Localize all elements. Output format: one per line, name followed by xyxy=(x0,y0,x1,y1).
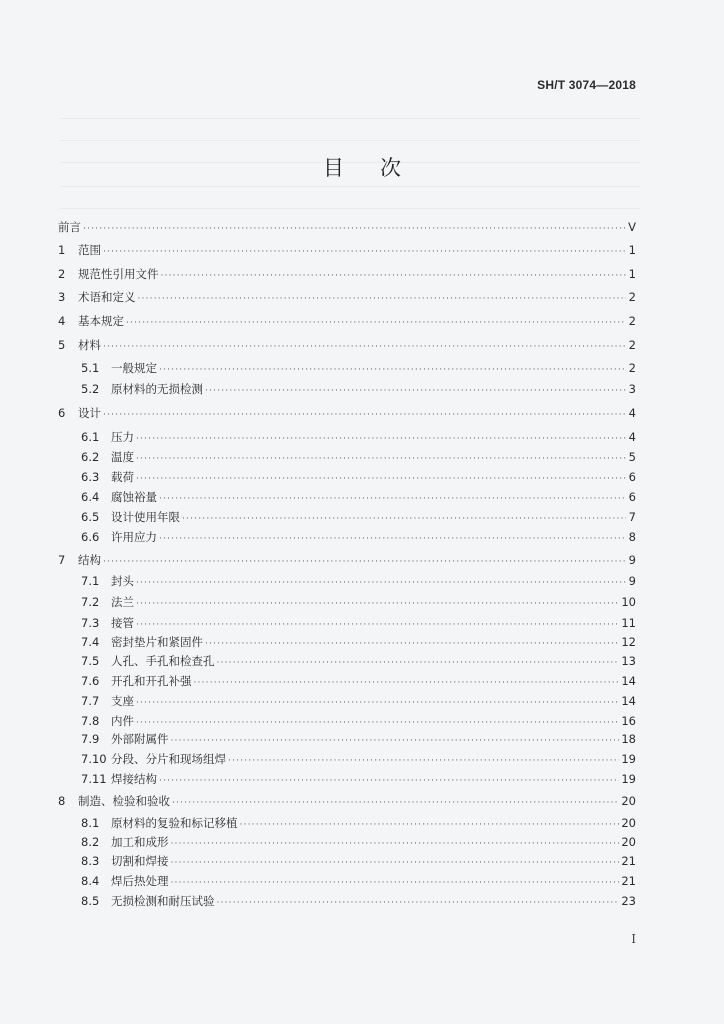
toc-entry-page: 1 xyxy=(628,267,636,281)
toc-entry[interactable] xyxy=(81,714,636,728)
toc-entry-page: 20 xyxy=(621,794,636,808)
toc-entry-page: 20 xyxy=(621,835,636,849)
toc-entry-label: 制造、检验和验收 xyxy=(78,794,170,808)
page-title: 目次 xyxy=(323,156,437,180)
toc-leader-dots xyxy=(136,597,619,611)
toc-leader-dots xyxy=(83,222,626,236)
toc-entry-page: 21 xyxy=(621,854,636,868)
toc-leader-dots xyxy=(217,896,620,910)
toc-entry[interactable] xyxy=(58,243,636,257)
toc-leader-dots xyxy=(103,245,626,259)
toc-entry-label: 切割和焊接 xyxy=(111,854,169,868)
toc-entry-label: 载荷 xyxy=(111,470,134,484)
toc-entry-label: 许用应力 xyxy=(111,530,157,544)
toc-entry-label: 接管 xyxy=(111,616,134,630)
toc-entry-page: 5 xyxy=(628,450,636,464)
toc-entry-page: 6 xyxy=(628,470,636,484)
standard-code: SH/T 3074—2018 xyxy=(537,78,636,92)
toc-entry-page: 2 xyxy=(628,338,636,352)
toc-leader-dots xyxy=(161,269,627,283)
toc-entry[interactable] xyxy=(81,635,636,649)
toc-leader-dots xyxy=(136,472,626,486)
toc-entry[interactable] xyxy=(81,574,636,588)
toc-entry-page: 2 xyxy=(628,290,636,304)
toc-entry[interactable] xyxy=(81,694,636,708)
toc-entry-label: 规范性引用文件 xyxy=(78,267,159,281)
toc-entry[interactable] xyxy=(81,530,636,544)
toc-entry-number: 7.11 xyxy=(81,772,107,786)
toc-leader-dots xyxy=(159,532,626,546)
toc-leader-dots xyxy=(159,774,619,788)
toc-entry-label: 设计 xyxy=(78,406,101,420)
toc-entry-number: 7 xyxy=(58,553,66,567)
toc-entry-number: 1 xyxy=(58,243,66,257)
toc-entry-number: 7.8 xyxy=(81,714,100,728)
toc-entry[interactable] xyxy=(58,794,636,808)
toc-entry[interactable] xyxy=(58,553,636,567)
toc-leader-dots xyxy=(159,492,626,506)
toc-leader-dots xyxy=(171,876,620,890)
toc-entry-number: 5.2 xyxy=(81,382,100,396)
toc-entry-number: 3 xyxy=(58,290,66,304)
toc-entry-label: 法兰 xyxy=(111,595,134,609)
toc-entry-page: 2 xyxy=(628,314,636,328)
toc-entry[interactable] xyxy=(81,674,636,688)
toc-entry[interactable] xyxy=(81,835,636,849)
toc-entry-number: 7.10 xyxy=(81,752,107,766)
toc-entry-page: 18 xyxy=(621,732,636,746)
toc-leader-dots xyxy=(136,716,619,730)
toc-entry-number: 8 xyxy=(58,794,66,808)
toc-entry-page: 1 xyxy=(628,243,636,257)
toc-entry-number: 8.4 xyxy=(81,874,100,888)
toc-entry[interactable] xyxy=(81,382,636,396)
toc-entry-number: 5 xyxy=(58,338,66,352)
toc-entry-number: 4 xyxy=(58,314,66,328)
toc-entry-page: 9 xyxy=(628,553,636,567)
toc-entry-label: 一般规定 xyxy=(111,361,157,375)
toc-entry-label: 封头 xyxy=(111,574,134,588)
toc-entry-number: 7.3 xyxy=(81,616,100,630)
toc-entry-label: 术语和定义 xyxy=(78,290,136,304)
toc-entry[interactable] xyxy=(81,616,636,630)
toc-entry-label: 设计使用年限 xyxy=(111,510,180,524)
toc-entry[interactable] xyxy=(81,490,636,504)
toc-entry-page: 21 xyxy=(621,874,636,888)
toc-leader-dots xyxy=(159,363,626,377)
toc-entry[interactable] xyxy=(81,595,636,609)
toc-entry[interactable] xyxy=(81,654,636,668)
toc-leader-dots xyxy=(136,696,619,710)
toc-entry[interactable] xyxy=(81,772,636,786)
toc-leader-dots xyxy=(240,818,620,832)
toc-leader-dots xyxy=(138,292,627,306)
toc-entry-number: 6 xyxy=(58,406,66,420)
toc-entry-number: 7.7 xyxy=(81,694,100,708)
toc-entry[interactable] xyxy=(81,894,636,908)
toc-entry-page: 10 xyxy=(621,595,636,609)
toc-entry[interactable] xyxy=(58,314,636,328)
toc-leader-dots xyxy=(136,576,626,590)
toc-leader-dots xyxy=(182,512,626,526)
toc-leader-dots xyxy=(136,452,626,466)
toc-entry[interactable] xyxy=(81,450,636,464)
toc-entry-page: 13 xyxy=(621,654,636,668)
toc-entry-label: 加工和成形 xyxy=(111,835,169,849)
toc-entry-number: 6.2 xyxy=(81,450,100,464)
toc-entry-number: 5.1 xyxy=(81,361,100,375)
toc-entry[interactable] xyxy=(58,220,636,234)
page-number: I xyxy=(631,932,636,946)
toc-leader-dots xyxy=(103,340,626,354)
toc-entry[interactable] xyxy=(81,874,636,888)
toc-entry-page: 14 xyxy=(621,694,636,708)
toc-entry-number: 7.1 xyxy=(81,574,100,588)
toc-entry-page: V xyxy=(628,220,636,234)
toc-entry-number: 7.2 xyxy=(81,595,100,609)
toc-entry-page: 14 xyxy=(621,674,636,688)
toc-entry-page: 20 xyxy=(621,816,636,830)
toc-leader-dots xyxy=(136,432,626,446)
toc-entry[interactable] xyxy=(81,470,636,484)
toc-entry-label: 分段、分片和现场组焊 xyxy=(111,752,226,766)
toc-entry-number: 7.4 xyxy=(81,635,100,649)
toc-leader-dots xyxy=(136,618,619,632)
toc-entry-label: 人孔、手孔和检查孔 xyxy=(111,654,215,668)
toc-entry-number: 8.5 xyxy=(81,894,100,908)
toc-entry-label: 原材料的复验和标记移植 xyxy=(111,816,238,830)
toc-leader-dots xyxy=(205,637,619,651)
toc-leader-dots xyxy=(171,837,620,851)
toc-leader-dots xyxy=(126,316,626,330)
toc-entry-label: 支座 xyxy=(111,694,134,708)
toc-entry[interactable] xyxy=(58,290,636,304)
toc-entry-number: 7.6 xyxy=(81,674,100,688)
toc-entry-label: 结构 xyxy=(78,553,101,567)
toc-entry-number: 7.9 xyxy=(81,732,100,746)
toc-entry-label: 焊接结构 xyxy=(111,772,157,786)
toc-entry-page: 6 xyxy=(628,490,636,504)
toc-entry-label: 无损检测和耐压试验 xyxy=(111,894,215,908)
toc-entry-label: 内件 xyxy=(111,714,134,728)
toc-entry-number: 6.4 xyxy=(81,490,100,504)
toc-entry[interactable] xyxy=(81,430,636,444)
toc-entry[interactable] xyxy=(58,267,636,281)
toc-entry-page: 9 xyxy=(628,574,636,588)
toc-entry-page: 4 xyxy=(628,406,636,420)
toc-entry-page: 12 xyxy=(621,635,636,649)
toc-leader-dots xyxy=(103,408,626,422)
toc-entry[interactable] xyxy=(81,510,636,524)
toc-entry[interactable] xyxy=(81,854,636,868)
toc-leader-dots xyxy=(194,676,620,690)
toc-entry-label: 开孔和开孔补强 xyxy=(111,674,192,688)
toc-entry-number: 6.6 xyxy=(81,530,100,544)
toc-entry-label: 焊后热处理 xyxy=(111,874,169,888)
toc-entry-page: 8 xyxy=(628,530,636,544)
toc-entry-label: 前言 xyxy=(58,220,81,234)
toc-entry[interactable] xyxy=(81,816,636,830)
toc-entry-number: 8.3 xyxy=(81,854,100,868)
toc-leader-dots xyxy=(205,384,626,398)
toc-entry-number: 6.1 xyxy=(81,430,100,444)
toc-entry[interactable] xyxy=(58,406,636,420)
toc-entry-page: 2 xyxy=(628,361,636,375)
toc-entry[interactable] xyxy=(81,361,636,375)
toc-leader-dots xyxy=(228,754,619,768)
toc-entry-page: 4 xyxy=(628,430,636,444)
toc-leader-dots xyxy=(172,796,619,810)
toc-entry-label: 基本规定 xyxy=(78,314,124,328)
toc-entry[interactable] xyxy=(81,752,636,766)
toc-entry-number: 6.5 xyxy=(81,510,100,524)
toc-entry-page: 16 xyxy=(621,714,636,728)
toc-entry-label: 压力 xyxy=(111,430,134,444)
toc-entry[interactable] xyxy=(58,338,636,352)
toc-leader-dots xyxy=(103,555,626,569)
toc-entry-page: 7 xyxy=(628,510,636,524)
toc-leader-dots xyxy=(171,856,620,870)
toc-entry-label: 密封垫片和紧固件 xyxy=(111,635,203,649)
toc-entry-label: 材料 xyxy=(78,338,101,352)
toc-entry-number: 8.1 xyxy=(81,816,100,830)
toc-entry-page: 3 xyxy=(628,382,636,396)
toc-entry-page: 19 xyxy=(621,772,636,786)
toc-entry-label: 原材料的无损检测 xyxy=(111,382,203,396)
toc-entry-label: 外部附属件 xyxy=(111,732,169,746)
toc-entry-label: 温度 xyxy=(111,450,134,464)
toc-entry-label: 腐蚀裕量 xyxy=(111,490,157,504)
toc-entry-number: 2 xyxy=(58,267,66,281)
toc-entry-page: 19 xyxy=(621,752,636,766)
toc-entry-page: 23 xyxy=(621,894,636,908)
toc-entry-page: 11 xyxy=(621,616,636,630)
toc-entry-number: 7.5 xyxy=(81,654,100,668)
toc-entry-number: 6.3 xyxy=(81,470,100,484)
toc-entry[interactable] xyxy=(81,732,636,746)
toc-leader-dots xyxy=(217,656,620,670)
toc-leader-dots xyxy=(171,734,620,748)
toc-entry-number: 8.2 xyxy=(81,835,100,849)
toc-entry-label: 范围 xyxy=(78,243,101,257)
